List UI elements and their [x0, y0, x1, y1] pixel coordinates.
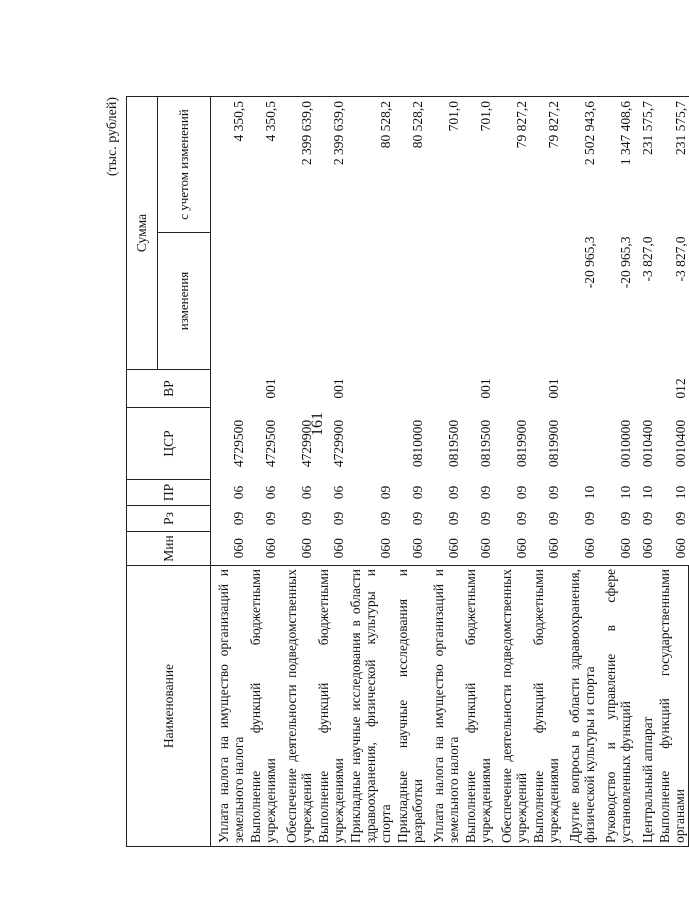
row-name: Выполнение функций бюджетными учреждениями: [462, 566, 494, 847]
row-min: 060: [299, 538, 314, 559]
row-total: 2 502 943,6: [562, 96, 598, 232]
row-csr: 0819900: [514, 419, 529, 468]
row-vr: [494, 370, 530, 408]
row-name: Обеспечение деятельности подведомственных учреждений: [279, 566, 315, 847]
table-row: [562, 96, 598, 846]
row-pr: 06: [231, 485, 246, 500]
table-row: [315, 96, 347, 846]
row-change: [462, 233, 494, 370]
row-total: 231 575,7: [656, 96, 689, 232]
header-sum: Сумма: [127, 96, 158, 369]
row-total: 4 350,5: [247, 96, 279, 232]
row-min: 060: [478, 538, 493, 559]
row-rz: 09: [514, 511, 529, 526]
row-pr: 10: [672, 485, 688, 500]
row-rz: 09: [672, 511, 688, 526]
row-name: Выполнение функций государственными органами: [656, 566, 689, 847]
row-change: [247, 233, 279, 370]
header-rz: Рз: [127, 506, 211, 532]
units-label: (тыс. рублей): [105, 97, 120, 177]
row-pr: 10: [640, 485, 655, 500]
row-csr: 4729500: [263, 419, 278, 468]
row-name: Прикладные научные исследования в области здравоохранения, физической культуры и спорта: [347, 566, 394, 847]
row-min: 060: [446, 538, 461, 559]
row-vr: [347, 370, 394, 408]
row-rz: 09: [263, 511, 278, 526]
row-rz: 09: [410, 511, 425, 526]
table-row: [426, 96, 462, 846]
row-csr: 0819500: [446, 419, 461, 468]
row-total: 80 528,2: [394, 96, 426, 232]
row-csr: 0010400: [672, 419, 688, 468]
table-row: [211, 96, 248, 846]
row-rz: 09: [378, 511, 393, 526]
row-name: Центральный аппарат: [634, 566, 656, 847]
row-rz: 09: [582, 511, 597, 526]
row-change: -3 827,0: [640, 236, 655, 282]
row-pr: 10: [582, 485, 597, 500]
row-name: Выполнение функций бюджетными учреждениями: [530, 566, 562, 847]
row-rz: 09: [331, 511, 346, 526]
row-csr: [347, 408, 394, 480]
row-pr: 09: [478, 485, 493, 500]
row-total: 79 827,2: [494, 96, 530, 232]
row-name: Уплата налога на имущество организаций и земельного налога: [211, 566, 248, 847]
row-total: 701,0: [462, 96, 494, 232]
rotated-page: [100, 97, 688, 847]
table-row: [656, 96, 689, 846]
row-pr: 06: [263, 485, 278, 500]
table-row: [394, 96, 426, 846]
row-rz: 09: [446, 511, 461, 526]
row-min: 060: [618, 538, 633, 559]
row-rz: 09: [618, 511, 633, 526]
row-min: 060: [514, 538, 529, 559]
row-rz: 09: [640, 511, 655, 526]
row-total: 701,0: [426, 96, 462, 232]
table-row: [530, 96, 562, 846]
row-min: 060: [672, 538, 688, 559]
header-changes: изменения: [158, 233, 211, 370]
table-row: [247, 96, 279, 846]
row-change: [347, 233, 394, 370]
row-vr: [562, 370, 598, 408]
row-total: 1 347 408,6: [598, 96, 634, 232]
row-vr: [426, 370, 462, 408]
row-rz: 09: [478, 511, 493, 526]
header-name: Наименование: [127, 566, 211, 847]
row-change: [315, 233, 347, 370]
row-vr: [394, 370, 426, 408]
row-name: Обеспечение деятельности подведомственных учреждений: [494, 566, 530, 847]
row-change: -20 965,3: [618, 236, 633, 289]
row-rz: 09: [299, 511, 314, 526]
table-body: [211, 96, 689, 846]
row-csr: 4729900: [331, 419, 346, 468]
row-min: 060: [378, 538, 393, 559]
row-csr: [562, 408, 598, 480]
row-change: [211, 233, 248, 370]
row-total: 231 575,7: [634, 96, 656, 232]
row-csr: 4729500: [231, 419, 246, 468]
row-name: Выполнение функций бюджетными учреждениями: [247, 566, 279, 847]
table-row: [494, 96, 530, 846]
row-vr: [634, 370, 656, 408]
page-number: 161: [309, 412, 326, 436]
row-change: -20 965,3: [582, 236, 597, 289]
row-vr: 001: [546, 378, 561, 399]
table-row: [347, 96, 394, 846]
row-csr: 4729900: [299, 419, 314, 468]
row-vr: [598, 370, 634, 408]
row-change: [530, 233, 562, 370]
row-csr: 0810000: [410, 419, 425, 468]
header-vr: ВР: [127, 370, 211, 408]
row-pr: 09: [546, 485, 561, 500]
row-total: 2 399 639,0: [279, 96, 315, 232]
row-min: 060: [582, 538, 597, 559]
row-change: [394, 233, 426, 370]
row-pr: 09: [514, 485, 529, 500]
row-change: -3 827,0: [672, 236, 688, 282]
header-with-changes: с учетом изменений: [158, 96, 211, 232]
row-vr: [279, 370, 315, 408]
header-csr: ЦСР: [127, 408, 211, 480]
row-vr: 012: [672, 378, 688, 399]
row-pr: 09: [446, 485, 461, 500]
row-csr: 0819500: [478, 419, 493, 468]
table-row: [598, 96, 634, 846]
row-min: 060: [263, 538, 278, 559]
row-min: 060: [640, 538, 655, 559]
row-total: 2 399 639,0: [315, 96, 347, 232]
row-pr: 09: [378, 485, 393, 500]
row-total: 80 528,2: [347, 96, 394, 232]
row-name: Прикладные научные исследования и разработки: [394, 566, 426, 847]
row-csr: 0010000: [618, 419, 633, 468]
table-row: [634, 96, 656, 846]
header-row: [127, 96, 158, 846]
row-pr: 10: [618, 485, 633, 500]
table-row: [279, 96, 315, 846]
row-name: Уплата налога на имущество организаций и земельного налога: [426, 566, 462, 847]
row-name: Руководство и управление в сфере установленных функций: [598, 566, 634, 847]
row-change: [494, 233, 530, 370]
row-min: 060: [546, 538, 561, 559]
header-pr: ПР: [127, 480, 211, 506]
row-rz: 09: [546, 511, 561, 526]
row-rz: 09: [231, 511, 246, 526]
row-total: 79 827,2: [530, 96, 562, 232]
row-min: 060: [331, 538, 346, 559]
row-name: Другие вопросы в области здравоохранения, физической культуры и спорта: [562, 566, 598, 847]
row-vr: 001: [331, 378, 346, 399]
row-csr: 0819900: [546, 419, 561, 468]
row-change: [426, 233, 462, 370]
row-pr: 06: [299, 485, 314, 500]
row-vr: 001: [478, 378, 493, 399]
row-pr: 09: [410, 485, 425, 500]
row-min: 060: [410, 538, 425, 559]
table-row: [462, 96, 494, 846]
row-csr: 0010400: [640, 419, 655, 468]
row-vr: 001: [263, 378, 278, 399]
budget-table: [126, 96, 689, 847]
row-change: [279, 233, 315, 370]
row-pr: 06: [331, 485, 346, 500]
header-min: Мин: [127, 532, 211, 566]
row-min: 060: [231, 538, 246, 559]
row-name: Выполнение функций бюджетными учреждениями: [315, 566, 347, 847]
row-total: 4 350,5: [211, 96, 248, 232]
row-vr: [211, 370, 248, 408]
